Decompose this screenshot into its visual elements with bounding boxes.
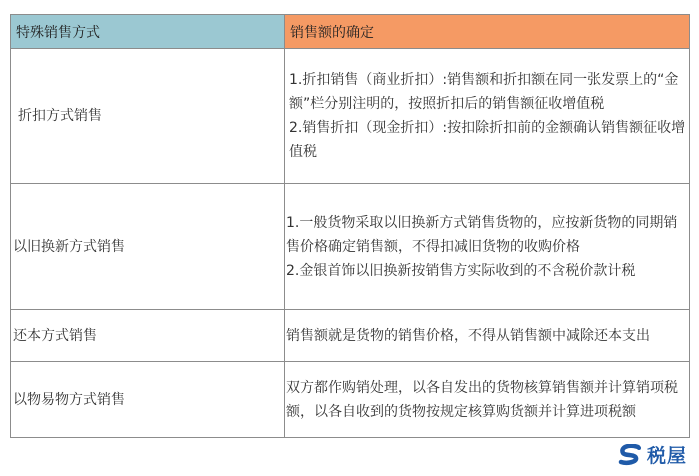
table-header-row [11, 15, 690, 49]
rule-line: 双方都作购销处理，以各自发出的货物核算销售额并计算销项税额，以各自收到的货物按规定核算购货额并计算进项税额 [286, 379, 678, 420]
table-row [11, 310, 690, 362]
rule-cell [285, 184, 690, 310]
table-row [11, 49, 690, 184]
method-cell: 折扣方式销售 [11, 49, 285, 184]
rule-cell [285, 49, 690, 184]
method-cell: 还本方式销售 [11, 310, 285, 362]
method-cell: 以旧换新方式销售 [11, 184, 285, 310]
shuiwu-s-logo-icon [617, 444, 643, 466]
shuiwu-logo [617, 441, 687, 468]
rule-line: 2.销售折扣（现金折扣）:按扣除折扣前的金额确认销售额征收增值税 [289, 120, 686, 160]
logo-text: 税屋 [646, 445, 687, 467]
rule-line: 销售额就是货物的销售价格，不得从销售额中减除还本支出 [286, 327, 650, 344]
header-special-sales-method: 特殊销售方式 [11, 15, 285, 49]
rule-cell [285, 362, 690, 438]
header-sales-amount-determination: 销售额的确定 [285, 15, 690, 49]
sales-method-table [10, 14, 690, 438]
table-row [11, 184, 690, 310]
rule-cell [285, 310, 690, 362]
rule-line: 1.折扣销售（商业折扣）:销售额和折扣额在同一张发票上的“金额”栏分别注明的，按照折扣后的销售额征收增值税 [289, 72, 679, 112]
rule-line: 2.金银首饰以旧换新按销售方实际收到的不含税价款计税 [286, 262, 636, 279]
table-row [11, 362, 690, 438]
rule-line: 1.一般货物采取以旧换新方式销售货物的，应按新货物的同期销售价格确定销售额，不得扣减旧货物的收购价格 [286, 214, 678, 255]
method-cell: 以物易物方式销售 [11, 362, 285, 438]
